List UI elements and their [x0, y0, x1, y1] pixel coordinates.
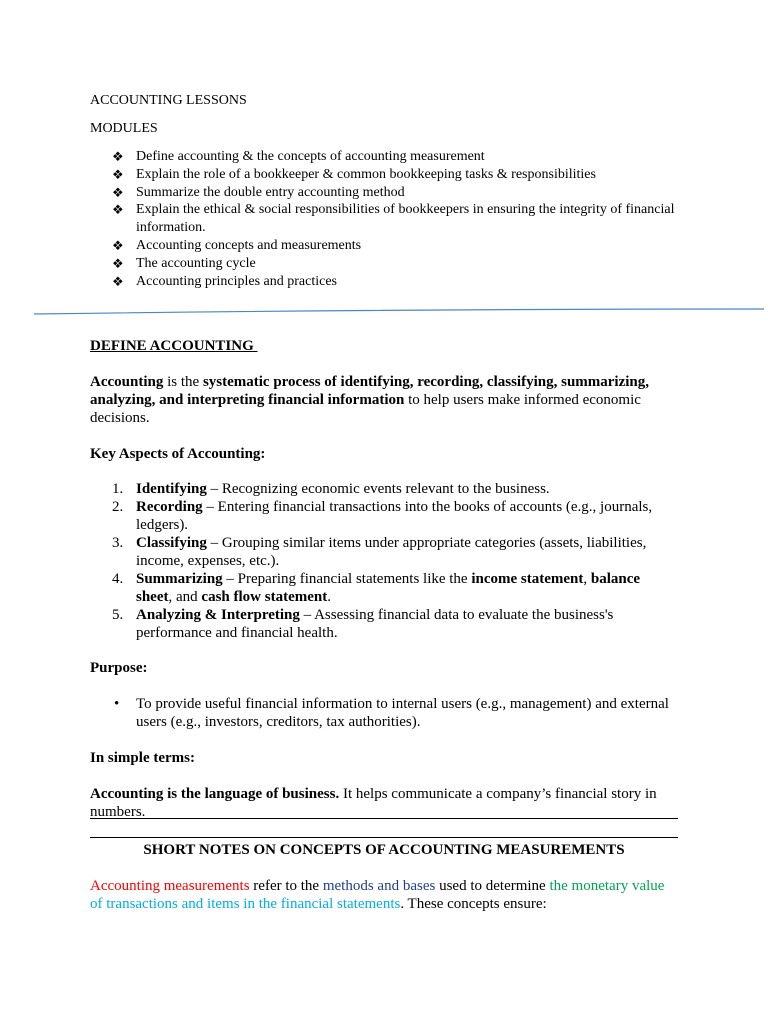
diamond-bullet-icon: ❖: [112, 184, 124, 200]
list-item: ❖ The accounting cycle: [112, 255, 256, 271]
list-item: 4. Summarizing – Preparing financial statements like the income statement, balance sheet, and cash flow statement.: [112, 571, 641, 605]
list-item: ❖ Explain the role of a bookkeeper & common bookkeeping tasks & responsibilities: [112, 166, 596, 182]
list-item: ❖ Summarize the double entry accounting method: [112, 184, 405, 200]
key-aspects-list: [112, 480, 672, 642]
heading-bottom-rule: [90, 837, 678, 838]
list-item: ❖ Accounting principles and practices: [112, 273, 337, 289]
list-item: 1. Identifying – Recognizing economic events relevant to the business.: [112, 481, 550, 497]
measurements-paragraph: Accounting measurements refer to the methods and bases used to determine the monetary value of transactions and items in the financial statements. These concepts ensure:: [90, 878, 665, 912]
definition-paragraph: Accounting is the systematic process of identifying, recording, classifying, summarizing, analyzing, and interpreting financial information to help users make informed economic decisions.: [90, 374, 650, 426]
list-item: • To provide useful financial information to internal users (e.g., management) and external users (e.g., investors, creditors, tax authorities).: [114, 696, 669, 730]
diamond-bullet-icon: ❖: [112, 166, 124, 182]
list-item: ❖ Accounting concepts and measurements: [112, 237, 362, 253]
list-item: 3. Classifying – Grouping similar items under appropriate categories (assets, liabilities, income, expenses, etc.).: [112, 535, 647, 569]
list-item: ❖ Explain the ethical & social responsibilities of bookkeepers in ensuring the integrity of financial information.: [112, 202, 675, 236]
define-accounting-heading: DEFINE ACCOUNTING: [90, 338, 258, 354]
list-item: 5. Analyzing & Interpreting – Assessing financial data to evaluate the business's performance and financial health.: [112, 607, 614, 641]
diamond-bullet-icon: ❖: [112, 237, 124, 253]
short-notes-heading: SHORT NOTES ON CONCEPTS OF ACCOUNTING MEASUREMENTS: [143, 842, 625, 858]
key-aspects-heading: Key Aspects of Accounting:: [90, 446, 266, 462]
heading-top-rule: [90, 818, 678, 819]
diamond-bullet-icon: ❖: [112, 273, 124, 289]
diamond-bullet-icon: ❖: [112, 255, 124, 271]
simple-terms-heading: In simple terms:: [90, 750, 195, 766]
diamond-bullet-icon: ❖: [112, 202, 124, 218]
diamond-bullet-icon: ❖: [112, 149, 124, 164]
simple-terms-paragraph: Accounting is the language of business. It helps communicate a company’s financial story in numbers.: [90, 786, 657, 820]
section-divider: [34, 307, 764, 317]
modules-list: [112, 148, 682, 290]
modules-label: MODULES: [90, 121, 158, 136]
bullet-icon: •: [114, 696, 120, 712]
document-title: ACCOUNTING LESSONS: [90, 93, 247, 108]
purpose-list: [112, 695, 682, 731]
purpose-heading: Purpose:: [90, 660, 148, 676]
list-item: ❖ Define accounting & the concepts of accounting measurement: [112, 149, 485, 164]
list-item: 2. Recording – Entering financial transactions into the books of accounts (e.g., journals, ledgers).: [112, 499, 653, 533]
